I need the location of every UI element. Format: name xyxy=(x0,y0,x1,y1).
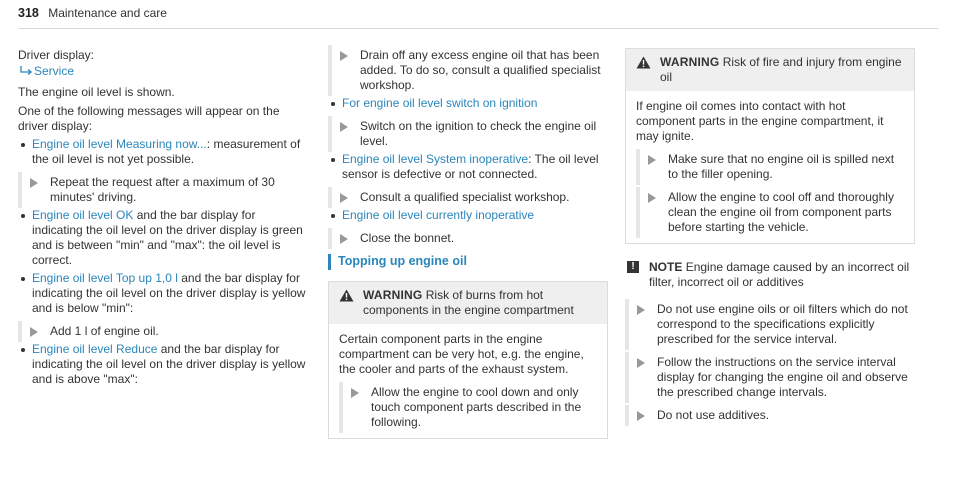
step-text: Drain off any excess engine oil that has been added. To do so, consult a qualified specialist workshop. xyxy=(360,48,601,92)
message-text: : The oil level sensor is defective or not connected. xyxy=(342,152,599,181)
list-item xyxy=(328,208,608,223)
step-instruction xyxy=(625,355,915,400)
list-item xyxy=(18,342,308,387)
step-arrow-icon xyxy=(340,234,348,244)
step-text: Do not use engine oils or oil filters which do not correspond to the specifications explicitly prescribed for the service interval. xyxy=(657,302,908,346)
step-bar xyxy=(328,228,332,249)
step-arrow-icon xyxy=(30,178,38,188)
step-instruction xyxy=(328,190,608,205)
step-arrow-icon xyxy=(637,411,645,421)
step-bar xyxy=(328,116,332,152)
warning-subtitle: Risk of fire and injury from engine oil xyxy=(660,55,902,84)
step-text: Allow the engine to cool down and only touch component parts described in the following. xyxy=(371,385,582,429)
step-arrow-icon xyxy=(637,305,645,315)
step-instruction xyxy=(18,175,308,205)
step-arrow-icon xyxy=(648,155,656,165)
shown-text: The engine oil level is shown. xyxy=(18,85,175,99)
step-arrow-icon xyxy=(351,388,359,398)
menu-service-link[interactable]: Service xyxy=(34,64,75,78)
message-highlight: Engine oil level currently inoperative xyxy=(342,208,535,222)
step-instruction xyxy=(18,324,308,339)
step-text: Add 1 l of engine oil. xyxy=(50,324,159,338)
message-highlight: Engine oil level Reduce xyxy=(32,342,158,356)
step-bar xyxy=(18,172,22,208)
step-text: Make sure that no engine oil is spilled next to the filler opening. xyxy=(668,152,895,181)
step-arrow-icon xyxy=(340,193,348,203)
step-text: Do not use additives. xyxy=(657,408,770,422)
warning-triangle-icon xyxy=(636,56,651,69)
note-exclamation-icon: ! xyxy=(627,261,639,273)
menu-arrow-icon xyxy=(20,66,32,76)
warning-header xyxy=(626,49,914,91)
warning-body xyxy=(329,324,607,438)
step-instruction xyxy=(625,302,915,347)
step-bar xyxy=(18,321,22,342)
section-title: Maintenance and care xyxy=(48,6,167,20)
step-arrow-icon xyxy=(30,327,38,337)
step-instruction xyxy=(328,231,608,246)
step-bar xyxy=(339,382,343,433)
list-item xyxy=(18,208,308,268)
message-text: : measurement of the oil level is not yet possible. xyxy=(32,137,301,166)
step-bar xyxy=(625,299,629,350)
step-arrow-icon xyxy=(648,193,656,203)
step-bar xyxy=(625,352,629,403)
step-instruction xyxy=(339,385,597,430)
step-bar xyxy=(328,187,332,208)
column-left xyxy=(18,48,308,387)
warning-title: WARNING xyxy=(660,55,720,69)
step-arrow-icon xyxy=(637,358,645,368)
step-instruction xyxy=(636,190,904,235)
note-title: NOTE xyxy=(649,260,683,274)
step-text: Repeat the request after a maximum of 30 minutes' driving. xyxy=(50,175,275,204)
message-highlight: Engine oil level Measuring now... xyxy=(32,137,207,151)
step-instruction xyxy=(328,48,608,93)
warning-text: If engine oil comes into contact with hot component parts in the engine compartment, it may ignite. xyxy=(636,99,884,143)
step-bar xyxy=(636,149,640,185)
warning-box xyxy=(328,281,608,439)
message-text: and the bar display for indicating the oil level on the driver display is yellow and is below "min": xyxy=(32,271,306,315)
warning-triangle-icon xyxy=(339,289,354,302)
list-item xyxy=(328,96,608,111)
step-text: Follow the instructions on the service interval display for changing the engine oil and observe the prescribed change intervals. xyxy=(657,355,908,399)
step-bar xyxy=(636,187,640,238)
menu-path xyxy=(18,64,308,81)
message-highlight: For engine oil level switch on ignition xyxy=(342,96,538,110)
warning-header xyxy=(329,282,607,324)
step-instruction xyxy=(636,152,904,182)
column-middle xyxy=(328,48,608,439)
message-text: and the bar display for indicating the oil level on the driver display is yellow and is above "max": xyxy=(32,342,306,386)
step-text: Allow the engine to cool off and thoroughly clean the engine oil from component parts before starting the vehicle. xyxy=(668,190,894,234)
step-instruction xyxy=(328,119,608,149)
warning-title: WARNING xyxy=(363,288,423,302)
warning-subtitle: Risk of burns from hot components in the engine compartment xyxy=(363,288,574,317)
page-header xyxy=(18,6,938,29)
step-bar xyxy=(625,405,629,426)
list-item xyxy=(328,152,608,182)
message-highlight: Engine oil level System inoperative xyxy=(342,152,529,166)
message-highlight: Engine oil level OK xyxy=(32,208,134,222)
warning-text: Certain component parts in the engine compartment can be very hot, e.g. the engine, the cooler and parts of the exhaust system. xyxy=(339,332,584,376)
one-of-text: One of the following messages will appear on the driver display: xyxy=(18,104,280,133)
step-text: Consult a qualified specialist workshop. xyxy=(360,190,570,204)
note-block xyxy=(625,260,915,290)
list-item xyxy=(18,271,308,316)
step-text: Close the bonnet. xyxy=(360,231,455,245)
step-bar xyxy=(328,45,332,96)
driver-display-label: Driver display: xyxy=(18,48,95,62)
step-instruction xyxy=(625,408,915,423)
section-heading: Topping up engine oil xyxy=(328,254,608,269)
message-text: and the bar display for indicating the oil level on the driver display is green and is between "min" and "max": the oil level is correct. xyxy=(32,208,303,267)
warning-body xyxy=(626,91,914,243)
step-arrow-icon xyxy=(340,51,348,61)
step-arrow-icon xyxy=(340,122,348,132)
step-text: Switch on the ignition to check the engine oil level. xyxy=(360,119,597,148)
warning-box xyxy=(625,48,915,244)
note-subtitle: Engine damage caused by an incorrect oil filter, incorrect oil or additives xyxy=(649,260,910,289)
column-right xyxy=(625,48,915,423)
page-number: 318 xyxy=(18,6,39,20)
message-highlight: Engine oil level Top up 1,0 l xyxy=(32,271,178,285)
list-item xyxy=(18,137,308,167)
